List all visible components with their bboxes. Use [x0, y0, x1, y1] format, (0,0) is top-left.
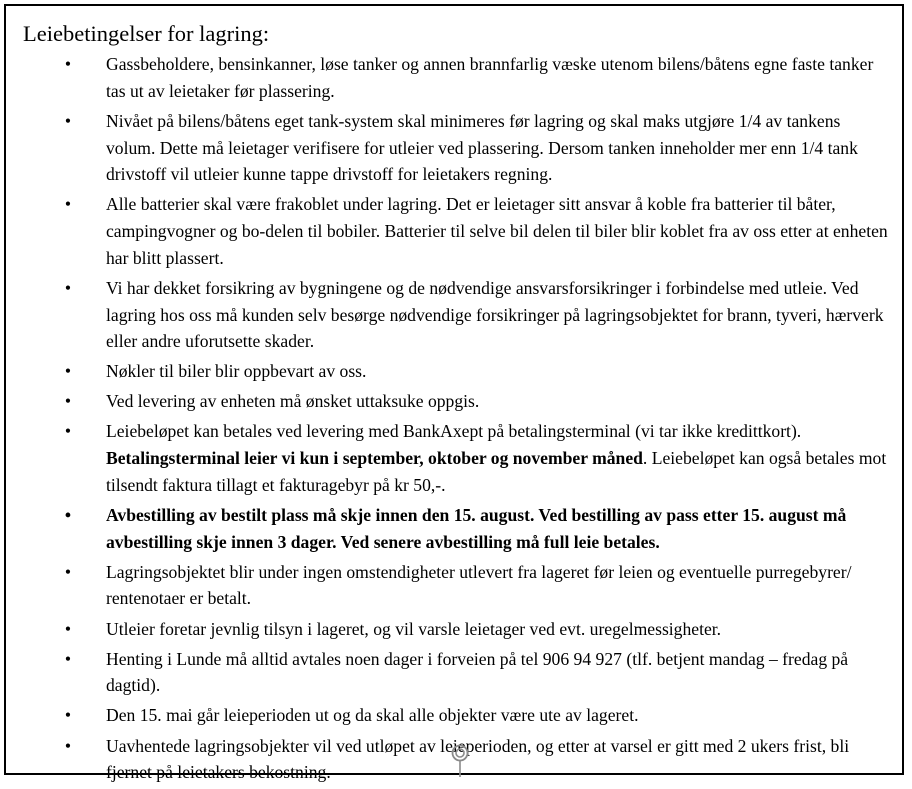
bullet-icon: • [64, 648, 72, 669]
bullet-icon: • [64, 110, 72, 131]
rule-text: Alle batterier skal være frakoblet under lagring. Det er leietager sitt ansvar å koble fra batterier til båter, campingvogner og bo-delen til bobiler. Batterier til selve bil delen til biler blir koblet fra av oss etter at enheten har blitt plassert. [106, 194, 888, 268]
rule-text-bold-part: Betalingsterminal leier vi kun i september, oktober og november måned [106, 448, 643, 469]
rules-list [6, 51, 898, 789]
rule-item-keys [6, 358, 898, 385]
rule-item-payment [6, 418, 898, 498]
rule-text: Den 15. mai går leieperioden ut og da skal alle objekter være ute av lageret. [106, 705, 639, 726]
bullet-icon: • [64, 504, 72, 525]
rule-text: Nivået på bilens/båtens eget tank-system skal minimeres før lagring og skal maks utgjøre 1/4 av tankens volum. Dette må leietager verifisere for utleier ved plassering. Dersom tanken inneholder mer enn 1/4 tank drivstoff vil utleier kunne tappe drivstoff for leietakers regning. [106, 110, 858, 185]
bullet-icon: • [64, 194, 72, 215]
rule-item-tank-level [6, 108, 898, 188]
rule-text: Vi har dekket forsikring av bygningene og de nødvendige ansvarsforsikringer i forbindelse med utleie. Ved lagring hos oss må kunden selv besørge nødvendige forsikringer på lagringsobjektet for brann, tyveri, hærverk eller andre uforutsette skader. [106, 277, 884, 352]
rule-item-insurance [6, 275, 898, 355]
bullet-icon: • [64, 561, 72, 582]
rule-text: Utleier foretar jevnlig tilsyn i lageret, og vil varsle leietager ved evt. uregelmessigheter. [106, 618, 722, 639]
bullet-icon: • [64, 705, 72, 726]
bullet-icon: • [64, 277, 72, 298]
bullet-icon: • [64, 421, 72, 442]
rule-text: Ved levering av enheten må ønsket uttaksuke oppgis. [106, 391, 480, 412]
rule-item-gas-containers [6, 51, 898, 104]
document-title: Leiebetingelser for lagring: [23, 21, 270, 46]
bullet-icon: • [64, 391, 72, 412]
rule-item-batteries [6, 191, 898, 271]
bullet-icon: • [64, 54, 72, 74]
bullet-icon: • [64, 618, 72, 639]
document-frame [4, 4, 904, 783]
rule-item-cancellation [6, 502, 898, 555]
rule-item-pickup-week [6, 388, 898, 415]
rule-text: Lagringsobjektet blir under ingen omstendigheter utlevert fra lageret før leien og eventuelle purregebyrer/ rentenotaer er betalt. [106, 561, 852, 609]
rule-text: Uavhentede lagringsobjekter vil ved utløpet av leieperioden, og etter at varsel er gitt med 2 ukers frist, bli fjernet på leietakers bekostning. [106, 735, 850, 783]
rule-text: Henting i Lunde må alltid avtales noen dager i forveien på tel 906 94 927 (tlf. betjent mandag – fredag på dagtid). [106, 648, 849, 696]
rule-item-inspection [6, 616, 898, 643]
rule-item-pickup-lunde [6, 646, 898, 699]
rule-text: Nøkler til biler blir oppbevart av oss. [106, 361, 367, 382]
link-select-cursor-icon [450, 743, 470, 777]
bullet-icon: • [64, 361, 72, 382]
rule-item-release-conditions [6, 559, 898, 612]
rule-text-part: . Leiebeløpet kan også betales mot tilsendt faktura tillagt et fakturagebyr på kr 50,-. [106, 448, 887, 495]
rule-text: Avbestilling av bestilt plass må skje innen den 15. august. Ved bestilling av pass etter 15. august må avbestilling skje innen 3 dager. Ved senere avbestilling må full leie betales. [106, 504, 847, 552]
rule-text-part: Leiebeløpet kan betales ved levering med BankAxept på betalingsterminal (vi tar ikke kredittkort). [106, 421, 802, 442]
bullet-icon: • [64, 735, 72, 756]
rule-item-period-end [6, 702, 898, 729]
rule-text: Gassbeholdere, bensinkanner, løse tanker og annen brannfarlig væske utenom bilens/båtens egne faste tanker tas ut av leietaker før plassering. [106, 54, 874, 101]
